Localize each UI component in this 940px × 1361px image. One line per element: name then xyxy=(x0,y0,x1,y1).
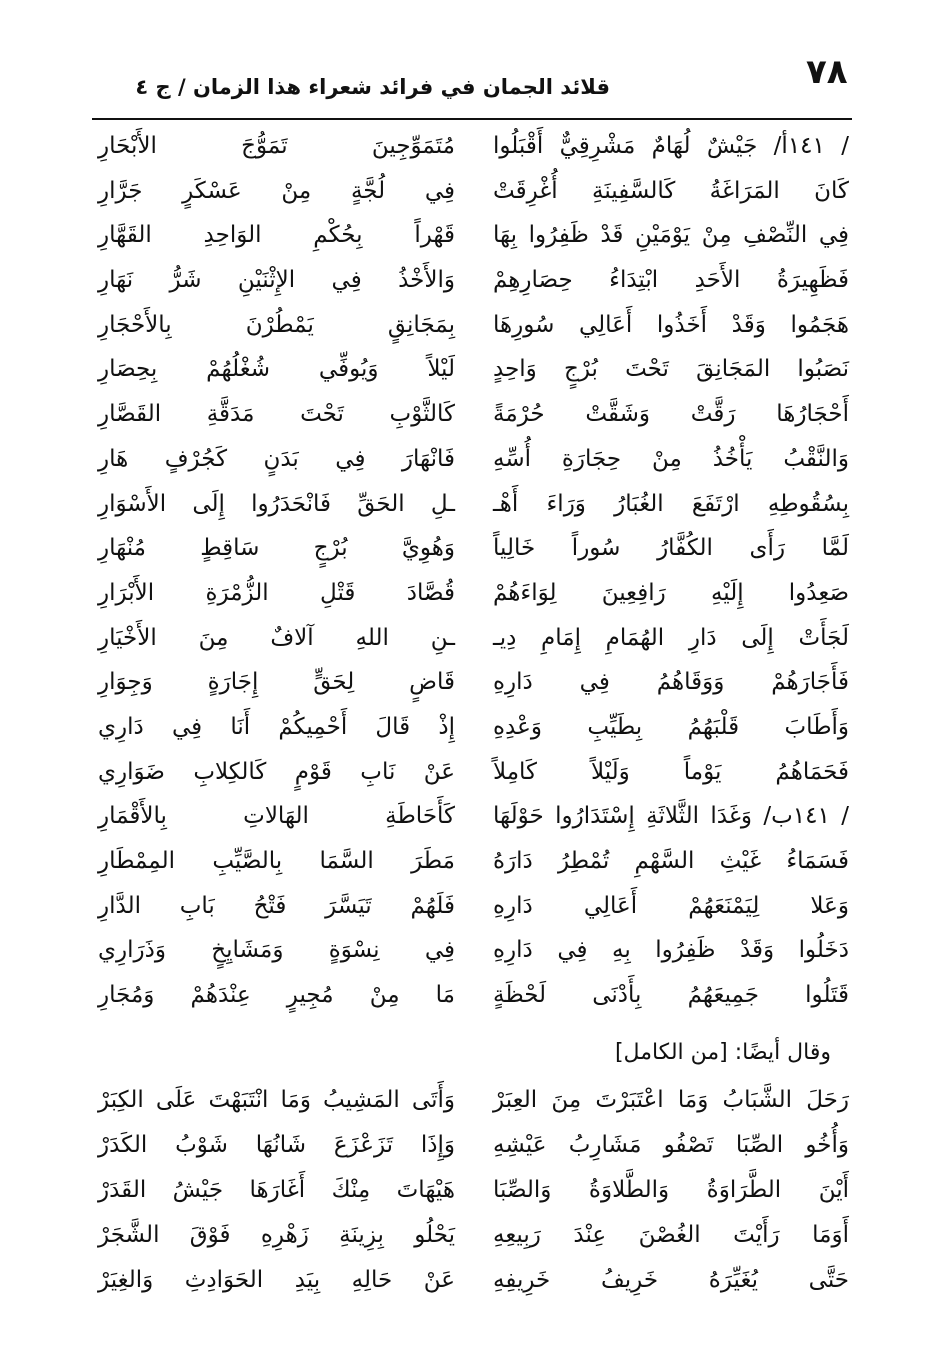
verse-line: / ١٤١ب/ وَغَدَا الثَّلاثَةِ إِسْتَدَارُوا حَوْلَهَا xyxy=(493,803,849,830)
verse-line: كَأَحَاطَةِ الهَالاتِ بِالأَقْمَارِ xyxy=(98,803,455,830)
verse-line: فِي نِسْوَةٍ وَمَشَايِخٍ وَذَرَارِي xyxy=(98,937,455,964)
verse-line: عَنْ نَابِ قَوْمٍ كَالكِلابِ ضَوَارِي xyxy=(98,758,455,785)
verse-line: فَحَمَاهُمُ يَوْماً وَلَيْلاً كَامِلاً xyxy=(493,758,849,785)
verse-line: يَحْلُو بِزِينَةِ زَهْرِهِ فَوْقَ الشَّجَرْ xyxy=(98,1222,455,1248)
verse-line: وَأُخُو الصِّبَا تَصْفُو مَشَارِبُ عَيْشِهِ xyxy=(493,1132,849,1158)
verse-line: بِمَجَانِقٍ يَمْطُرْنَ بِالأَحْجَارِ xyxy=(98,311,455,338)
verse-line: نَصَبُوا المَجَانِقَ تَحْتَ بُرْجٍ وَاحِدٍ xyxy=(493,356,849,383)
verse-line: مَطَرَ السَّمَا بِالصَّيِّبِ المِمْطَارِ xyxy=(98,848,455,874)
verse-line: أَوَمَا رَأَيْتَ الغُصْنَ عِنْدَ رَبِيعِهِ xyxy=(493,1222,849,1248)
verse-line: وَأَطَابَ قَلْبَهُمُ بِطَيِّبِ وَعْدِهِ xyxy=(493,713,849,740)
running-title: قلائد الجمان في فرائد شعراء هذا الزمان / ج ٤ xyxy=(135,75,610,99)
verse-line: هَيْهَاتَ مِنْكَ أَغَارَهَا جَيْشُ القَدَرْ xyxy=(98,1177,455,1203)
verse-line: هَجَمُوا وَقَدْ أَخَذُوا أَعَالِي سُورِهَا xyxy=(493,311,849,338)
verse-line: فَأَجَارَهُمْ وَوَقَاهُمُ فِي دَارِهِ xyxy=(493,669,849,696)
verse-line: أَيْنَ الطَّرَاوَةُ وَالطَّلاوَةُ وَالصِّبَا xyxy=(493,1177,849,1203)
poem2-intro: وقال أيضًا: [من الكامل] xyxy=(614,1040,831,1065)
verse-line: فَسَمَاءُ غَيْثِ السَّهْمِ تُمْطِرُ دَارَهُ xyxy=(493,848,849,874)
verse-line: أَحْجَارُهَا رَقَّتْ وَشَقَّتْ حُرْمَةً xyxy=(493,401,849,428)
poem1-right-column xyxy=(493,124,849,1018)
verse-line: قَهْراً بِحُكْمِ الوَاحِدِ القَهَّارِ xyxy=(98,222,455,249)
page-number: ٧٨ xyxy=(806,52,848,92)
verse-line: وَهُوِيَّ بُرْجٍ سَاقِطٍ مُنْهَارِ xyxy=(98,535,455,562)
verse-line: إِذْ قَالَ أَحْمِيكُمْ أَنَا فِي دَارِي xyxy=(98,713,455,740)
verse-line: فِي لُجَّةٍ مِنْ عَسْكَرٍ جَرَّارِ xyxy=(98,177,455,204)
verse-line: لَمَّا رَأَى الكُفَّارُ سُوراً خَالِياً xyxy=(493,535,849,562)
verse-line: فَظَهِيرَةُ الأَحَدِ ابْتِدَاءُ حِصَارِهِمْ xyxy=(493,267,849,294)
verse-line: وَالأَخْذُ فِي الإِثْنَيْنِ شَرُّ نَهَارِ xyxy=(98,267,455,294)
verse-line: رَحَلَ الشَّبَابُ وَمَا اعْتَبَرْتَ مِنَ العِبَرْ xyxy=(493,1087,849,1113)
verse-line: / ١٤١أ/ جَيْشٌ لُهَامٌ مَشْرِقِيٌّ أَقْبَلُوا xyxy=(493,133,849,159)
poem2-right-column xyxy=(493,1078,849,1303)
verse-line: بِسُقُوطِهِ ارْتَفَعَ الغُبَارُ وَرَاءَ أَهْـ xyxy=(493,490,849,517)
verse-line: كَالثَّوْبِ تَحْتَ مَدَقَّةِ القَصَّارِ xyxy=(98,401,455,428)
verse-line: حَتَّى يُغَيِّرَهُ خَرِيفُ خَرِيفِهِ xyxy=(493,1267,849,1293)
verse-line: وَالنَّقْبُ يَأْخُذُ مِنْ حِجَارَةِ أُسِّهِ xyxy=(493,445,849,472)
verse-line: كَانَ المَرَاغَةُ كَالسَّفِينَةِ أُغْرِقَتْ xyxy=(493,177,849,204)
verse-line: وَأَتَى المَشِيبُ وَمَا انْتَبَهْتَ عَلَى الكِبَرْ xyxy=(98,1087,455,1113)
verse-line: فَلَهُمْ تَيَسَّرَ فَتْحُ بَابِ الدَّارِ xyxy=(98,892,455,919)
verse-line: عَنْ حَالِهِ بِيَدِ الحَوَادِثِ وَالغِيَرْ xyxy=(98,1267,455,1293)
verse-line: صَعِدُوا إِلَيْهِ رَافِعِينَ لِوَاءَهُمْ xyxy=(493,579,849,606)
verse-line: لَجَأَتْ إِلَى دَارِ الهُمَامِ إِمَامِ دِيـ xyxy=(493,624,849,651)
poem2-left-column xyxy=(98,1078,455,1303)
verse-line: فَانْهَارَ فِي بَدَنٍ كَجُرْفٍ هَارِ xyxy=(98,445,455,472)
verse-line: قَتَلُوا جَمِيعَهُمُ بِأَدْنَى لَحْظَةٍ xyxy=(493,982,849,1009)
verse-line: قَاضٍ لِحَقٍّ إِجَارَةٍ وَجِوَارِ xyxy=(98,669,455,696)
verse-line: مَا مِنْ مُجِيرٍ عِنْدَهُمْ وَمُجَارِ xyxy=(98,982,455,1009)
verse-line: وَإِذَا تَزَعْزَعَ شَانُهَا شَوْبُ الكَدَرْ xyxy=(98,1132,455,1158)
verse-line: دَخَلُوا وَقَدْ ظَفِرُوا بِهِ فِي دَارِهِ xyxy=(493,937,849,964)
verse-line: ـنِ اللهِ آلافٌ مِنَ الأَخْيَارِ xyxy=(98,624,455,651)
verse-line: مُتَمَوِّجِينَ تَمَوُّجَ الأَبْحَارِ xyxy=(98,133,455,159)
header-rule xyxy=(92,118,852,120)
verse-line: فِي النِّصْفِ مِنْ يَوْمَيْنِ قَدْ ظَفِرُوا بِهَا xyxy=(493,222,849,249)
poem1-left-column xyxy=(98,124,455,1018)
verse-line: لَيْلاً وَيُوفِّي شُغْلُهُمْ بِحِصَارِ xyxy=(98,356,455,383)
verse-line: ـلِ الحَقِّ فَانْحَدَرُوا إِلَى الأَسْوَارِ xyxy=(98,490,455,517)
verse-line: وَعَلا لِيَمْنَعَهُمْ أَعَالِي دَارِهِ xyxy=(493,892,849,919)
verse-line: قُصَّادَ قَتْلِ الزُّمْرَةِ الأَبْرَارِ xyxy=(98,579,455,606)
